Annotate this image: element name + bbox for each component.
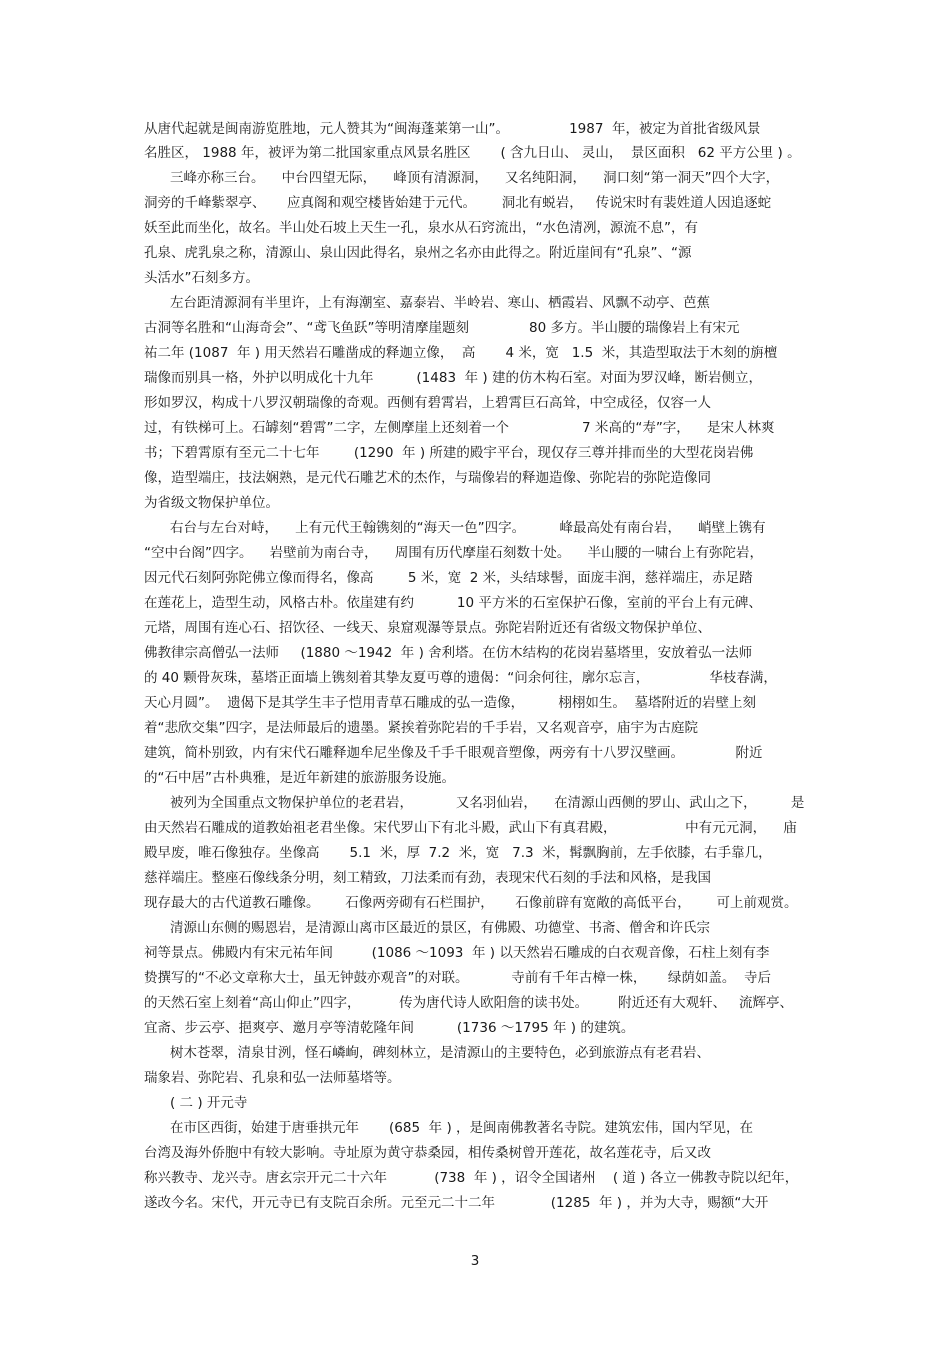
text-line: 祠等景点。佛殿内有宋元祐年间 (1086 ～1093 年 ) 以天然岩石雕成的白衣观音像，石柱上刻有李: [144, 945, 770, 961]
text-line: 在市区西街，始建于唐垂拱元年 (685 年 ) ，是闽南佛教著名寺院。建筑宏伟，国内罕见，在: [170, 1120, 754, 1136]
text-line: 殿早废，唯石像独存。坐像高 5.1 米，厚 7.2 米，宽 7.3 米，髯飘胸前，左手依膝，右手靠几，: [144, 845, 772, 861]
text-line: 由天然岩石雕成的道教始祖老君坐像。宋代罗山下有北斗殿，武山下有真君殿， 中有元元洞， 庙: [144, 820, 797, 836]
text-line: 天心月圆”。 遗偈下是其学生丰子恺用青草石雕成的弘一造像， 栩栩如生。 墓塔附近的岩壁上刻: [144, 695, 756, 711]
text-line: 树木苍翠，清泉甘洌，怪石嶙峋，碑刻林立，是清源山的主要特色，必到旅游点有老君岩、: [170, 1045, 710, 1061]
text-line: 洞旁的千峰紫翠亭、 应真阁和观空楼皆始建于元代。 洞北有蜕岩， 传说宋时有裴姓道人因追逐蛇: [144, 195, 772, 211]
text-line: 的天然石室上刻着“高山仰止”四字， 传为唐代诗人欧阳詹的读书处。 附近还有大观轩、 流辉亭、: [144, 995, 794, 1011]
text-line: 清源山东侧的赐恩岩，是清源山离市区最近的景区，有佛殿、功德堂、书斋、僧舍和许氏宗: [170, 920, 710, 936]
text-line: 妖至此而坐化，故名。半山处石坡上天生一孔，泉水从石窍流出，“水色清冽，源流不息”，有: [144, 220, 698, 236]
text-line: 的 40 颗骨灰珠，墓塔正面墙上镌刻着其挚友夏丏尊的遗偈：“问余何往，廓尔忘言， 华枝春满，: [144, 670, 777, 686]
text-line: 着“悲欣交集”四字，是法师最后的遗墨。紧挨着弥陀岩的千手岩，又名观音亭，庙宇为古庭院: [144, 720, 698, 736]
text-line: 古洞等名胜和“山海奇会”、“鸢飞鱼跃”等明清摩崖题刻 80 多方。半山腰的瑞像岩上有宋元: [144, 320, 740, 336]
text-line: 因元代石刻阿弥陀佛立像而得名，像高 5 米，宽 2 米，头结球髻，面庞丰润，慈祥端庄，赤足踏: [144, 570, 753, 586]
text-line: 像，造型端庄，技法娴熟，是元代石雕艺术的杰作，与瑞像岩的释迦造像、弥陀岩的弥陀造像同: [144, 470, 711, 486]
text-line: 的“石中居”古朴典雅，是近年新建的旅游服务设施。: [144, 770, 455, 786]
text-line: 祐二年 (1087 年 ) 用天然岩石雕凿成的释迦立像， 高 4 米，宽 1.5 米，其造型取法于木刻的旃檀: [144, 345, 778, 361]
text-line: 左台距清源洞有半里许，上有海潮室、嘉泰岩、半岭岩、寒山、栖霞岩、风飘不动亭、芭蕉: [170, 295, 710, 311]
text-line: “空中台阁”四字。 岩壁前为南台寺， 周围有历代摩崖石刻数十处。 半山腰的一啸台上有弥陀岩，: [144, 545, 763, 561]
text-line: 孔泉、虎乳泉之称，清源山、泉山因此得名，泉州之名亦由此得之。附近崖间有“孔泉”、“源: [144, 245, 692, 261]
text-line: 书；下碧霄原有至元二十七年 (1290 年 ) 所建的殿宇平台，现仅存三尊并排而坐的大型花岗岩佛: [144, 445, 754, 461]
text-line: 右台与左台对峙， 上有元代王翰镌刻的“海天一色”四字。 峰最高处有南台岩， 峭壁上镌有: [170, 520, 766, 536]
text-line: 名胜区， 1988 年，被评为第二批国家重点风景名胜区 ( 含九日山、 灵山， 景区面积 62 平方公里 ) 。: [144, 145, 801, 161]
text-line: 形如罗汉，构成十八罗汉朝瑞像的奇观。西侧有碧霄岩，上碧霄巨石高耸，中空成径，仅容一人: [144, 395, 711, 411]
page-number: 3: [470, 1253, 480, 1269]
text-line: 慈祥端庄。整座石像线条分明，刻工精致，刀法柔而有劲，表现宋代石刻的手法和风格，是我国: [144, 870, 711, 886]
text-line: 称兴教寺、龙兴寺。唐玄宗开元二十六年 (738 年 ) ，诏令全国诸州 ( 道 ) 各立一佛教寺院以纪年，: [144, 1170, 799, 1186]
text-line: 贽撰写的“不必文章称大士，虽无钟鼓亦观音”的对联。 寺前有千年古樟一株， 绿荫如盖。 寺后: [144, 970, 771, 986]
text-line: 瑞象岩、弥陀岩、孔泉和弘一法师墓塔等。: [144, 1070, 401, 1086]
text-line: 元塔，周围有连心石、招饮径、一线天、泉窟观瀑等景点。弥陀岩附近还有省级文物保护单位、: [144, 620, 711, 636]
text-line: 在莲花上，造型生动，风格古朴。依崖建有约 10 平方米的石室保护石像，室前的平台上有元碑、: [144, 595, 762, 611]
text-line: 三峰亦称三台。 中台四望无际， 峰顶有清源洞， 又名纯阳洞， 洞口刻“第一洞天”四个大字，: [170, 170, 780, 186]
text-line: 为省级文物保护单位。: [144, 495, 279, 511]
text-line: 瑞像而别具一格，外护以明成化十九年 (1483 年 ) 建的仿木构石室。对面为罗汉峰，断岩侧立，: [144, 370, 762, 386]
text-line: 佛教律宗高僧弘一法师 (1880 ～1942 年 ) 舍利塔。在仿木结构的花岗岩墓塔里，安放着弘一法师: [144, 645, 753, 661]
text-line: 建筑，简朴别致，内有宋代石雕释迦牟尼坐像及千手千眼观音塑像，两旁有十八罗汉壁画。 附近: [144, 745, 763, 761]
text-line: 遂改今名。宋代，开元寺已有支院百余所。元至元二十二年 (1285 年 ) ，并为大寺，赐额“大开: [144, 1195, 769, 1211]
text-line: 台湾及海外侨胞中有较大影响。寺址原为黄守恭桑园，相传桑树曾开莲花，故名莲花寺，后又改: [144, 1145, 711, 1161]
text-line: 宜斋、步云亭、挹爽亭、邀月亭等清乾隆年间 (1736 ～1795 年 ) 的建筑。: [144, 1020, 635, 1036]
text-line: 头活水”石刻多方。: [144, 270, 259, 286]
text-line: 被列为全国重点文物保护单位的老君岩， 又名羽仙岩， 在清源山西侧的罗山、武山之下， 是: [170, 795, 805, 811]
text-line: 从唐代起就是闽南游览胜地，元人赞其为“闽海蓬莱第一山”。 1987 年，被定为首批省级风景: [144, 121, 761, 137]
text-line: 过，有铁梯可上。石罅刻“碧霄”二字，左侧摩崖上还刻着一个 7 米高的“寿”字， 是宋人林爽: [144, 420, 775, 436]
text-line: 现存最大的古代道教石雕像。 石像两旁砌有石栏围护， 石像前辟有宽敞的高低平台， 可上前观赏。: [144, 895, 798, 911]
section-heading: ( 二 ) 开元寺: [170, 1095, 248, 1111]
